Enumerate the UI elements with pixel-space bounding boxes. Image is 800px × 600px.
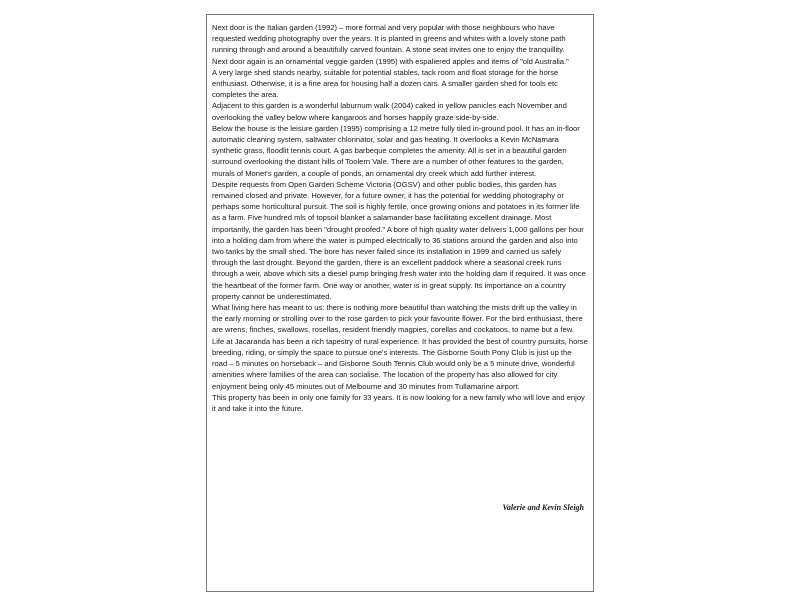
paragraph-living-here: What living here has meant to us: there is nothing more beautiful than watching the mists drift up the valley in the early morning or strolling over to the rose garden to pick your favourite flower. For the bird enthusiast, there are wrens, finches, swallows, rosellas, resident friendly magpies, corellas and cockatoos, to name but a few. Life at Jacaranda has been a rich tapestry of rural experience. It has provided the best of country pursuits, horse breeding, riding, or simply the space to pursue one's interests. The Gisborne South Pony Club is just up the road – 5 minutes on horseback – and Gisborne South Tennis Club would only be a 5 minute drive, wonderful amenities where families of the area can socialise. The location of the property has also allowed for city enjoyment being only 45 minutes out of Melbourne and 30 minutes from Tullamarine airport. <box>212 303 588 391</box>
body-text <box>212 22 588 414</box>
paragraph-shed: A very large shed stands nearby, suitable for potential stables, tack room and float storage for the horse enthusiast. Otherwise, it is a fine area for housing half a dozen cars. A smaller garden shed for tools etc completes the area. <box>212 67 559 100</box>
paragraph-laburnum-walk: Adjacent to this garden is a wonderful laburnum walk (2004) caked in yellow panicles each November and overlooking the valley below where kangaroos and horses happily graze side-by-side. <box>212 101 567 122</box>
paragraph-veggie-garden: Next door again is an ornamental veggie garden (1995) with espaliered apples and items of "old Australia." <box>212 56 569 66</box>
paragraph-closing: This property has been in only one family for 33 years. It is now looking for a new family who will love and enjoy it and take it into the future. <box>212 392 585 413</box>
paragraph-leisure-garden: Below the house is the leisure garden (1995) comprising a 12 metre fully tiled in-ground pool. It has an in-floor automatic cleaning system, saltwater chlorinator, solar and gas heating. It overlooks a Kevin McNamara synthetic grass, floodlit tennis court. A gas barbeque completes the amenity. All is set in a beautiful garden surround overlooking the distant hills of Toolern Vale. There are a number of other features to the garden, murals of Monet's garden, a couple of ponds, an ornamental dry creek which add further interest. <box>212 123 580 178</box>
signature: Valerie and Kevin Sleigh <box>502 503 584 512</box>
paragraph-water-supply: Despite requests from Open Garden Scheme Victoria (OGSV) and other public bodies, this garden has remained closed and private. However, for a future owner, it has the potential for wedding photography or perhaps some horticultural pursuit. The soil is highly fertile, once growing onions and potatoes in its former life as a farm. Five hundred mls of topsoil blanket a salamander base facilitating excellent drainage. Most importantly, the garden has been "drought proofed." A bore of high quality water delivers 1,000 gallons per hour into a holding dam from where the water is pumped electrically to 36 stations around the garden and also into two tanks by the small shed. The bore has never failed since its installation in 1999 and carried us safely through the last drought. Beyond the garden, there is an excellent paddock where a seasonal creek runs through a weir, above which sits a diesel pump bringing fresh water into the holding dam if required. It was once the heartbeat of the former farm. One way or another, water is in great supply. Its importance on a country property cannot be underestimated. <box>212 179 586 301</box>
paragraph-italian-garden: Next door is the Italian garden (1992) – more formal and very popular with those neighbours who have requested wedding photography over the years. It is planted in greens and whites with a lovely stone path running through and around a beautifully carved fountain. A stone seat invites one to enjoy the tranquillity. <box>212 23 566 55</box>
